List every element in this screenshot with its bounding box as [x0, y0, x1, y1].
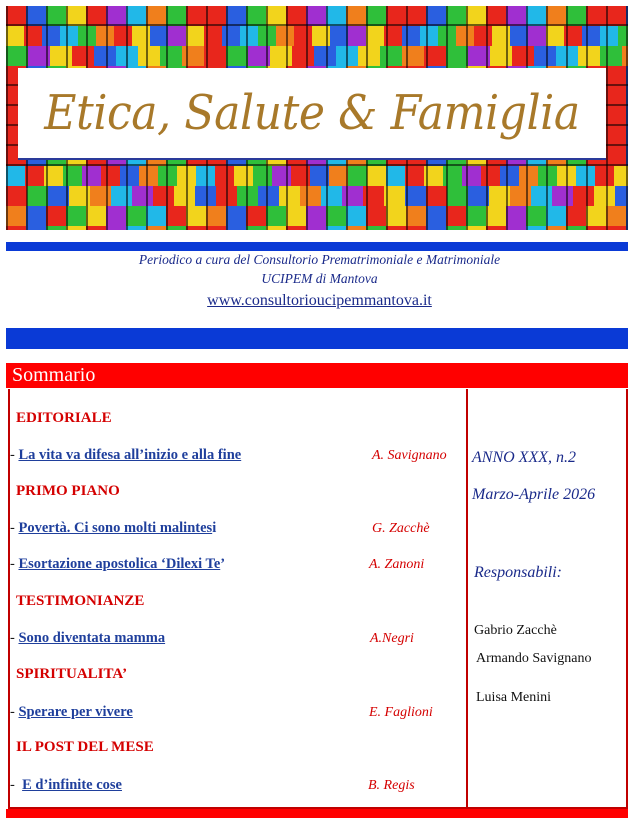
- responsabili-label: Responsabili:: [474, 564, 562, 581]
- masthead-title: Etica, Salute & Famiglia: [44, 85, 580, 141]
- website-link[interactable]: www.consultorioucipemmantova.it: [207, 292, 432, 309]
- section-heading: SPIRITUALITA’: [16, 666, 128, 682]
- article-link[interactable]: Povertà. Ci sono molti malintes: [18, 520, 213, 536]
- sommario-header: [6, 363, 628, 388]
- responsabile-name: Armando Savignano: [476, 651, 592, 666]
- issue-number: ANNO XXX, n.2: [472, 449, 576, 466]
- list-item: - Esortazione apostolica ‘Dilexi Te’: [10, 556, 226, 572]
- article-author: A. Zanoni: [369, 557, 425, 572]
- list-item: - Sono diventata mamma: [10, 630, 166, 646]
- article-author: G. Zacchè: [372, 521, 430, 536]
- article-author: B. Regis: [368, 778, 415, 793]
- responsabile-name: Luisa Menini: [476, 690, 552, 705]
- article-link[interactable]: Esortazione apostolica ‘Dilexi Te: [18, 556, 221, 572]
- article-author: E. Faglioni: [369, 705, 433, 720]
- list-item: - Povertà. Ci sono molti malintesi: [10, 520, 217, 536]
- list-item: - Sperare per vivere: [10, 704, 133, 720]
- list-item: - La vita va difesa all’inizio e alla fine: [10, 447, 242, 463]
- section-heading: PRIMO PIANO: [16, 483, 120, 499]
- article-link[interactable]: La vita va difesa all’inizio e alla fine: [18, 447, 242, 463]
- masthead-panel: [18, 68, 606, 158]
- section-heading: EDITORIALE: [16, 410, 112, 426]
- divider-bar-bottom: [6, 328, 628, 349]
- issue-date: Marzo-Aprile 2026: [472, 486, 596, 503]
- responsabile-name: Gabrio Zacchè: [474, 623, 557, 638]
- article-link[interactable]: Sono diventata mamma: [18, 630, 166, 646]
- list-item: - E d’infinite cose: [10, 777, 122, 793]
- article-link[interactable]: E d’infinite cose: [22, 777, 122, 793]
- section-heading: IL POST DEL MESE: [16, 739, 154, 755]
- publisher-location: UCIPEM di Mantova: [261, 271, 378, 286]
- divider-bar-top: [6, 242, 628, 251]
- article-author: A.Negri: [370, 631, 414, 646]
- footer-bar: [6, 809, 628, 818]
- article-link[interactable]: Sperare per vivere: [18, 704, 133, 720]
- sommario-label: Sommario: [12, 364, 96, 386]
- article-author: A. Savignano: [372, 448, 447, 463]
- section-heading: TESTIMONIANZE: [16, 593, 145, 609]
- publisher-line: Periodico a cura del Consultorio Prematrimoniale e Matrimoniale: [138, 252, 501, 267]
